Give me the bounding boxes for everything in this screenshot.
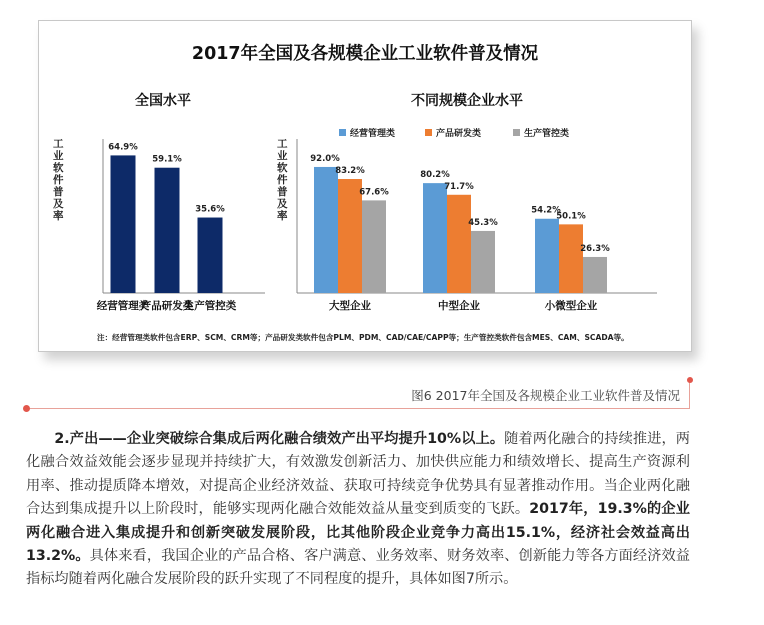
chart1-bar xyxy=(198,218,223,293)
chart2-legend-swatch xyxy=(513,129,520,136)
chart1-x-tick-label: 产品研发类 xyxy=(140,300,194,312)
chart2-bar xyxy=(362,200,386,293)
chart2-bar xyxy=(583,257,607,293)
chart2-data-label: 50.1% xyxy=(556,211,586,222)
chart1-data-label: 35.6% xyxy=(195,204,225,215)
chart2-x-tick-label: 中型企业 xyxy=(438,300,480,312)
chart2-legend-label: 产品研发类 xyxy=(436,129,482,139)
chart2-data-label: 26.3% xyxy=(580,243,610,254)
chart-title: 2017年全国及各规模企业工业软件普及情况 xyxy=(191,44,539,64)
chart1-data-label: 59.1% xyxy=(152,154,182,165)
chart2-x-tick-label: 小微型企业 xyxy=(544,300,598,312)
chart2-bar xyxy=(423,183,447,293)
chart2-x-tick-label: 大型企业 xyxy=(329,300,371,312)
chart2-data-label: 54.2% xyxy=(531,205,561,216)
chart-svg xyxy=(39,21,691,351)
chart2-legend-label: 经营管理类 xyxy=(350,129,396,139)
article-paragraph xyxy=(26,428,690,592)
chart2-legend-label: 生产管控类 xyxy=(524,129,570,139)
chart2-data-label: 67.6% xyxy=(359,187,389,198)
chart2-bar xyxy=(314,167,338,293)
chart1-y-axis-label: 工业软件普及率 xyxy=(53,138,64,222)
chart2-data-label: 80.2% xyxy=(420,170,450,181)
chart1-x-tick-label: 生产管控类 xyxy=(183,300,237,312)
chart2-legend-swatch xyxy=(425,129,432,136)
chart-figure xyxy=(38,20,692,352)
caption-vertical-line xyxy=(689,380,690,409)
chart1-subtitle: 全国水平 xyxy=(135,93,191,109)
chart2-data-label: 92.0% xyxy=(310,153,340,164)
chart1-x-tick-label: 经营管理类 xyxy=(96,300,150,312)
caption-divider xyxy=(26,408,690,409)
figure-caption: 图6 2017年全国及各规模企业工业软件普及情况 xyxy=(411,388,680,403)
chart1-data-label: 64.9% xyxy=(108,142,138,153)
caption-dot-left xyxy=(23,405,30,412)
chart-footnote: 注：经营管理类软件包含ERP、SCM、CRM等；产品研发类软件包含PLM、PDM、CAD/CAE/CAPP等；生产管控类软件包含MES、CAM、SCADA等。 xyxy=(97,333,629,342)
article-text: 随着两化融合的持续推进，两化融合效益效能会逐步显现并持续扩大，有效激发创新活力、加快供应能力和绩效增长、提高生产资源利用率、推动提质降本增效，对提高企业经济效益、获取可持续竞争优势具有显著推动作用。当企业两化融合达到集成提升以上阶段时，能够实现两化融合效能效益从量变到质变的飞跃。 xyxy=(26,431,690,518)
chart2-bar xyxy=(559,224,583,293)
chart2-y-axis-label: 工业软件普及率 xyxy=(277,138,288,222)
caption-dot-right xyxy=(687,377,693,383)
chart2-bar xyxy=(471,231,495,293)
chart1-bar xyxy=(111,155,136,293)
chart2-legend-swatch xyxy=(339,129,346,136)
article-text-2: 具体来看，我国企业的产品合格、客户满意、业务效率、财务效率、创新能力等各方面经济效益指标均随着两化融合发展阶段的跃升实现了不同程度的提升，具体如图7所示。 xyxy=(26,548,690,588)
chart2-bar xyxy=(535,219,559,293)
chart2-bar xyxy=(447,195,471,293)
figure-caption-row xyxy=(26,380,690,410)
chart2-data-label: 71.7% xyxy=(444,181,474,192)
chart2-data-label: 83.2% xyxy=(335,166,365,177)
article-bold-stat: 2017年，19.3%的企业两化融合进入集成提升和创新突破发展阶段，比其他阶段企业竞争力高出15.1%，经济社会效益高出13.2%。 xyxy=(26,501,690,565)
chart2-subtitle: 不同规模企业水平 xyxy=(411,93,523,109)
article-body xyxy=(26,428,690,592)
chart2-data-label: 45.3% xyxy=(468,217,498,228)
article-bold-lead: 2.产出——企业突破综合集成后两化融合绩效产出平均提升10%以上。 xyxy=(54,431,505,447)
chart1-bar xyxy=(155,168,180,293)
